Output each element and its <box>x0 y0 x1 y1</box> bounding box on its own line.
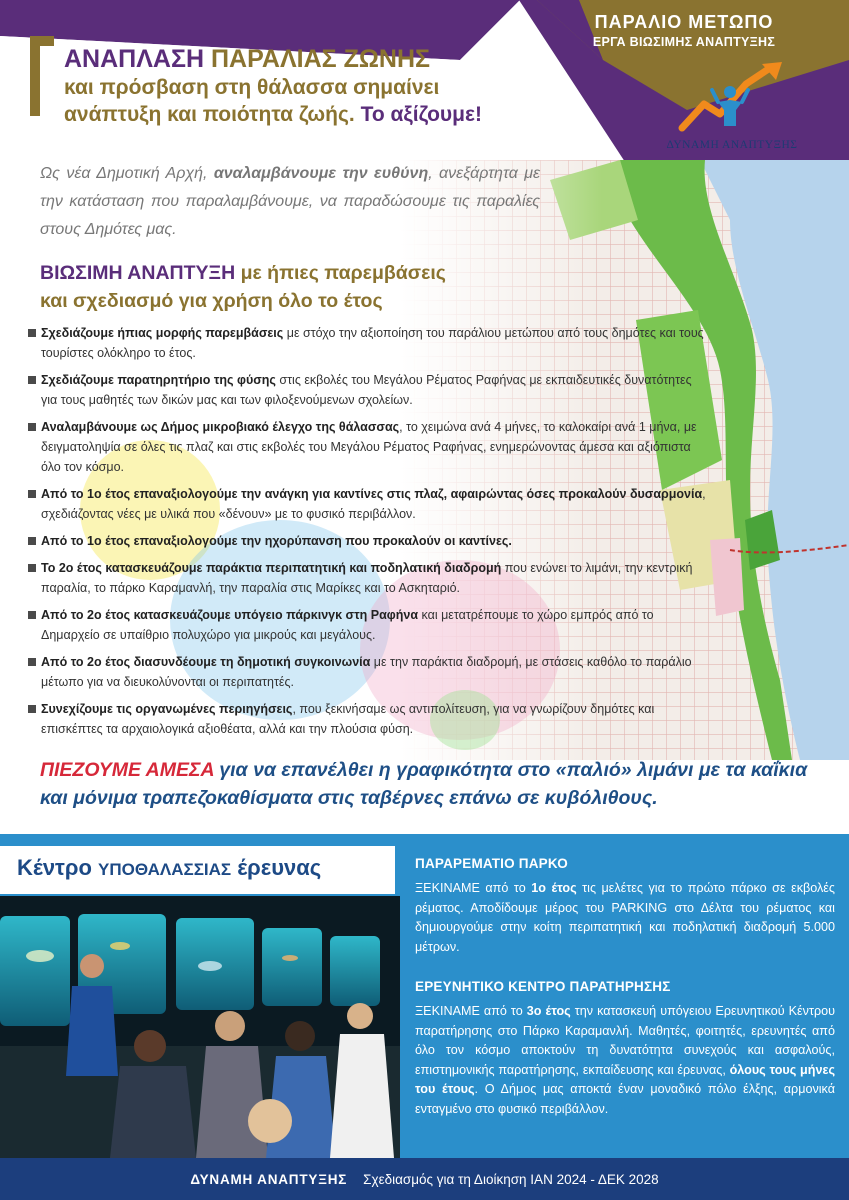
intro-text-c: , ανεξάρτητα με την κατάσταση που παραλαμβάνουμε, να παραδώσουμε τις παραλίες στους Δημότες μας. <box>40 165 540 238</box>
bullet-bold: Από το 2ο έτος κατασκευάζουμε υπόγειο πάρκινγκ στη Ραφήνα <box>41 608 419 622</box>
callout <box>40 756 820 812</box>
footer-text: Σχεδιασμός για τη Διοίκηση ΙΑΝ 2024 - ΔΕΚ 2028 <box>363 1171 659 1187</box>
header-subtitle: ΕΡΓΑ ΒΙΩΣΙΜΗΣ ΑΝΑΠΤΥΞΗΣ <box>592 35 776 49</box>
list-item <box>28 370 708 410</box>
list-item <box>28 605 708 645</box>
bullet-bold: Συνεχίζουμε τις οργανωμένες περιηγήσεις <box>41 702 293 716</box>
section-title-c: και σχεδιασμό για χρήση όλο το έτος <box>40 290 383 312</box>
observatory-text-e: . Ο Δήμος μας αποκτά έναν μοναδικό πόλο έλξης, αρμονικά ενταγμένο στο φυσικό περιβάλλον. <box>415 1082 835 1116</box>
bullet-text: , το χειμώνα ανά 4 μήνες, το καλοκαίρι ανά 1 μήνα, με δειγματοληψία σε όλες τις πλαζ και στις εκβολές του Μεγάλου Ρέματος Ραφήνας, ενημερώνοντας άμεσα και αξιόπιστα όλο τον κόσμο. <box>41 420 697 474</box>
observatory-title: ΕΡΕΥΝΗΤΙΚΟ ΚΕΝΤΡΟ ΠΑΡΑΤΗΡΗΣΗΣ <box>415 979 671 994</box>
bullet-bold: Από το 2ο έτος διασυνδέουμε τη δημοτική συγκοινωνία <box>41 655 371 669</box>
bullet-list <box>28 323 708 746</box>
park-title: ΠΑΡΑΡΕΜΑΤΙΟ ΠΑΡΚΟ <box>415 856 568 871</box>
bullet-bold: Σχεδιάζουμε ήπιας μορφής παρεμβάσεις <box>41 326 284 340</box>
list-item <box>28 558 708 598</box>
headline <box>64 44 534 128</box>
bullet-square-icon <box>28 611 36 619</box>
headline-title <box>64 44 534 74</box>
research-title-c: έρευνας <box>231 855 322 880</box>
bullet-text: με την παράκτια διαδρομή, με στάσεις καθόλο το παράλιο μέτωπο για να διευκολύνονται οι περιπατητές. <box>41 655 692 689</box>
bullet-bold: Από το 1ο έτος επαναξιολογούμε την ανάγκη για καντίνες στις πλαζ, αφαιρώντας όσες προκαλούν δυσαρμονία <box>41 487 703 501</box>
bullet-text: με στόχο την αξιοποίηση του παράλιου μετώπου από τους δημότες και τους τουρίστες ολόκληρο το έτος. <box>41 326 704 360</box>
list-item <box>28 531 708 551</box>
bullet-square-icon <box>28 658 36 666</box>
headline-line2: και πρόσβαση στη θάλασσα σημαίνει <box>64 76 440 99</box>
headline-line3 <box>64 101 534 128</box>
bullet-bold: Το 2ο έτος κατασκευάζουμε παράκτια περιπατητική και ποδηλατική διαδρομή <box>41 561 502 575</box>
bullet-square-icon <box>28 705 36 713</box>
bullet-square-icon <box>28 564 36 572</box>
observatory-paragraph <box>415 1002 835 1119</box>
intro-text-bold: αναλαμβάνουμε την ευθύνη <box>213 165 429 182</box>
header-title-block <box>539 12 829 49</box>
section-title <box>40 259 540 315</box>
logo-icon <box>674 62 794 132</box>
observatory-text-c: την κατασκευή υπόγειου Ερευνητικού Κέντρου παρατήρησης στο Πάρκο Καραμανλή. Μαθητές, φοιτητές, ερευνητές από όλο τον κόσμο αποκτούν τη δυνατότητα συνεχούς και ασφαλούς, επιστημονικής παρατήρησης, εκπαίδευσης και έρευνας, <box>415 1004 835 1077</box>
header-title: ΠΑΡΑΛΙΟ ΜΕΤΩΠΟ <box>594 12 774 32</box>
logo-name: ΔΥΝΑΜΗ ΑΝΑΠΤΥΞΗΣ <box>666 139 798 151</box>
footer <box>0 1158 849 1200</box>
bullet-bold: Σχεδιάζουμε παρατηρητήριο της φύσης <box>41 373 276 387</box>
observatory-text-bold: 3ο έτος <box>526 1004 571 1018</box>
bullet-square-icon <box>28 490 36 498</box>
headline-line3b: Το αξίζουμε! <box>360 103 482 126</box>
park-text-a: ΞΕΚΙΝΑΜΕ από το <box>415 881 532 895</box>
callout-red: ΠΙΕΖΟΥΜΕ ΑΜΕΣΑ <box>40 759 214 781</box>
section-title-a: ΒΙΩΣΙΜΗ ΑΝΑΠΤΥΞΗ <box>40 262 236 284</box>
intro-text-a: Ως νέα Δημοτική Αρχή, <box>40 165 214 182</box>
bullet-square-icon <box>28 537 36 545</box>
park-paragraph <box>415 879 835 957</box>
footer-name: ΔΥΝΑΜΗ ΑΝΑΠΤΥΞΗΣ <box>190 1171 348 1187</box>
headline-part2: ΠΑΡΑΛΙΑΣ ΖΩΝΗΣ <box>210 45 430 73</box>
observatory-text-bold-2: όλους τους μήνες του έτους <box>415 1062 835 1096</box>
list-item <box>28 417 708 477</box>
callout-text: για να επανέλθει η γραφικότητα στο «παλιό» λιμάνι με τα καΐκια και μόνιμα τραπεζοκαθίσματα στις ταβέρνες επάνω σε κυβόλιθους. <box>40 759 808 809</box>
underwater-observatory-photo <box>0 896 400 1158</box>
list-item <box>28 323 708 363</box>
research-title-a: Κέντρο <box>17 855 99 880</box>
bullet-bold: Αναλαμβάνουμε ως Δήμος μικροβιακό έλεγχο της θάλασσας <box>41 420 400 434</box>
section-title-b: με ήπιες παρεμβάσεις <box>235 262 446 284</box>
bullet-text: που ενώνει το λιμάνι, την κεντρική παραλία, το πάρκο Καραμανλή, την παραλία στις Μαρίκες και το Ασκηταριό. <box>41 561 693 595</box>
list-item <box>28 699 708 739</box>
bullet-square-icon <box>28 329 36 337</box>
park-text-c: τις μελέτες για το πρώτο πάρκο σε εκβολές ρέματος. Αποδίδουμε μέρος του PARKING στο Δέλτα του ρέματος και δημιουργούμε στην κοίτη περιπατητική και ποδηλατική διαδρομή 5.000 μέτρων. <box>415 881 835 954</box>
bullet-text: στις εκβολές του Μεγάλου Ρέματος Ραφήνας με εκπαιδευτικές δυνατότητες για τους μαθητές των δικών μας και των φιλοξενούμενων σχολείων. <box>41 373 692 407</box>
research-title <box>17 855 321 881</box>
park-text-bold: 1ο έτος <box>531 881 577 895</box>
bullet-square-icon <box>28 423 36 431</box>
list-item <box>28 484 708 524</box>
intro-paragraph <box>40 160 540 244</box>
bullet-text: και μετατρέπουμε το χώρο εμπρός από το Δημαρχείο σε υπαίθριο πολυχώρο για μικρούς και μεγάλους. <box>41 608 654 642</box>
headline-part1: ΑΝΑΠΛΑΣΗ <box>64 45 205 73</box>
bullet-bold: Από το 1ο έτος επαναξιολογούμε την ηχορύπανση που προκαλούν οι καντίνες. <box>41 534 512 548</box>
bullet-square-icon <box>28 376 36 384</box>
list-item <box>28 652 708 692</box>
bullet-text: , σχεδιάζοντας νέες με υλικά που «δένουν» με το φυσικό περιβάλλον. <box>41 487 706 521</box>
right-text-column <box>415 856 835 1119</box>
observatory-text-a: ΞΕΚΙΝΑΜΕ από το <box>415 1004 527 1018</box>
corner-mark <box>30 36 54 116</box>
headline-line3a: ανάπτυξη και ποιότητα ζωής. <box>64 103 355 126</box>
research-title-b: ΥΠΟΘΑΛΑΣΣΙΑΣ <box>98 860 232 879</box>
bullet-text: , που ξεκινήσαμε ως αντιπολίτευση, για να γνωρίζουν δημότες και επισκέπτες τα αρχαιολογικά αξιοθέατα, αλλά και την πλούσια φύση. <box>41 702 655 736</box>
